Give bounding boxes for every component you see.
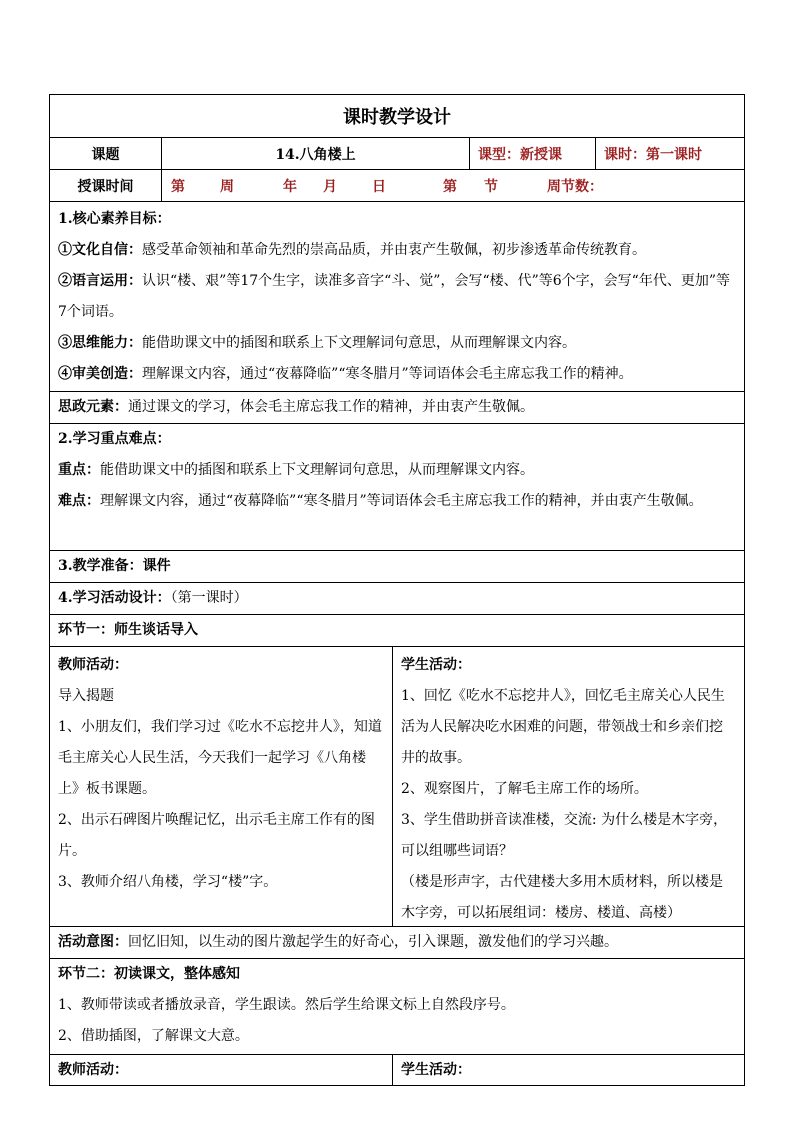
goal-aesthetic — [58, 359, 736, 390]
goal-text: 理解课文内容，通过“夜幕降临”“寒冬腊月”等词语体会毛主席忘我工作的精神。 — [142, 366, 633, 382]
prep-row — [50, 550, 744, 582]
time-section-prefix: 第 — [443, 178, 457, 195]
student-line: 2、观察图片，了解毛主席工作的场所。 — [401, 781, 648, 797]
goal-text: 能借助课文中的插图和联系上下文理解词句意思，从而理解课文内容。 — [142, 335, 576, 351]
lesson-plan-table — [49, 94, 745, 1086]
stage1-activities — [50, 646, 744, 926]
goal-culture — [58, 235, 736, 266]
focus-section — [50, 423, 744, 550]
teacher-line: 导入揭题 — [58, 688, 114, 704]
ideology-row — [50, 391, 744, 423]
teacher-line: 2、出示石碑图片唤醒记忆，出示毛主席工作有的图片。 — [58, 812, 375, 859]
time-label: 授课时间 — [77, 178, 134, 195]
goal-text: 感受革命领袖和革命先烈的崇高品质，并由衷产生敬佩，初步渗透革命传统教育。 — [142, 242, 646, 258]
time-section: 节 — [484, 178, 498, 195]
student-label: 学生活动： — [401, 657, 471, 673]
stage2-line: 1、教师带读或者播放录音，学生跟读。然后学生给课文标上自然段序号。 — [58, 997, 515, 1013]
stage2-section — [50, 958, 744, 1054]
teacher-line: 1、小朋友们，我们学习过《吃水不忘挖井人》，知道毛主席关心人民生活，今天我们一起学习《八角楼上》板书课题。 — [58, 719, 382, 797]
activity-text: （第一课时） — [170, 590, 248, 606]
period-value: 第一课时 — [646, 146, 702, 163]
stage2-heading: 环节二：初读课文，整体感知 — [58, 966, 240, 982]
student-line: （楼是形声字，古代建楼大多用木质材料，所以楼是木字旁，可以拓展组词：楼房、楼道、高楼） — [401, 874, 723, 921]
stage2-activities — [50, 1054, 744, 1085]
prep-text: 课件 — [142, 558, 171, 574]
time-day: 日 — [372, 178, 386, 195]
topic-value: 14.八角楼上 — [161, 138, 469, 169]
doc-title: 课时教学设计 — [343, 107, 451, 128]
student-activity-col — [393, 647, 744, 926]
type-label: 课型： — [478, 146, 520, 163]
time-row — [50, 169, 744, 201]
stage2-line: 2、借助插图，了解课文大意。 — [58, 1028, 249, 1044]
stage2-teacher-col — [50, 1055, 393, 1085]
goals-heading: 1.核心素养目标： — [58, 211, 171, 227]
goal-text: 认识“楼、艰”等17个生字，读准多音字“斗、觉”，会写“楼、代”等6个字，会写“年代、更加”等7个词语。 — [58, 273, 730, 320]
diff-text: 理解课文内容，通过“夜幕降临”“寒冬腊月”等词语体会毛主席忘我工作的精神，并由衷产生敬佩。 — [100, 493, 703, 509]
student-line: 1、回忆《吃水不忘挖井人》，回忆毛主席关心人民生活为人民解决吃水困难的问题，带领战士和乡亲们挖井的故事。 — [401, 688, 725, 766]
ideology-label: 思政元素： — [58, 399, 128, 415]
teacher-line: 3、教师介绍八角楼，学习“楼”字。 — [58, 874, 278, 890]
time-year: 年 — [283, 178, 297, 195]
key-point — [58, 455, 736, 486]
activity-row — [50, 582, 744, 614]
stage1-intent — [50, 926, 744, 958]
type-value: 新授课 — [520, 146, 562, 163]
time-week: 周 — [220, 178, 234, 195]
ideology-text: 通过课文的学习，体会毛主席忘我工作的精神，并由衷产生敬佩。 — [128, 399, 534, 415]
focus-heading: 2.学习重点难点： — [58, 431, 171, 447]
teacher-label: 教师活动： — [58, 657, 128, 673]
intent-text: 回忆旧知，以生动的图片激起学生的好奇心，引入课题，激发他们的学习兴趣。 — [128, 934, 618, 950]
goal-label: ④审美创造： — [58, 366, 142, 382]
topic-row — [50, 137, 744, 169]
prep-label: 3.教学准备： — [58, 558, 143, 574]
goals-section — [50, 201, 744, 391]
key-label: 重点： — [58, 462, 100, 478]
activity-label: 4.学习活动设计： — [58, 590, 171, 606]
difficult-point — [58, 486, 736, 517]
topic-label: 课题 — [91, 146, 120, 163]
time-value — [161, 170, 744, 201]
time-weekly-count: 周节数： — [547, 178, 603, 195]
goal-language — [58, 266, 736, 328]
lesson-period — [595, 138, 744, 169]
goal-label: ③思维能力： — [58, 335, 142, 351]
goal-label: ①文化自信： — [58, 242, 142, 258]
key-text: 能借助课文中的插图和联系上下文理解词句意思，从而理解课文内容。 — [100, 462, 534, 478]
intent-label: 活动意图： — [58, 934, 128, 950]
diff-label: 难点： — [58, 493, 100, 509]
period-label: 课时： — [604, 146, 646, 163]
stage2-teacher-label: 教师活动： — [58, 1062, 128, 1078]
teacher-activity-col — [50, 647, 393, 926]
lesson-type — [469, 138, 595, 169]
stage2-student-label: 学生活动： — [401, 1062, 471, 1078]
stage2-student-col — [393, 1055, 744, 1085]
goal-thinking — [58, 328, 736, 359]
stage1-heading: 环节一：师生谈话导入 — [50, 614, 744, 646]
time-month: 月 — [323, 178, 337, 195]
time-week-prefix: 第 — [171, 178, 185, 195]
student-line: 3、学生借助拼音读准楼，交流: 为什么楼是木字旁，可以组哪些词语？ — [401, 812, 728, 859]
goal-label: ②语言运用： — [58, 273, 142, 289]
